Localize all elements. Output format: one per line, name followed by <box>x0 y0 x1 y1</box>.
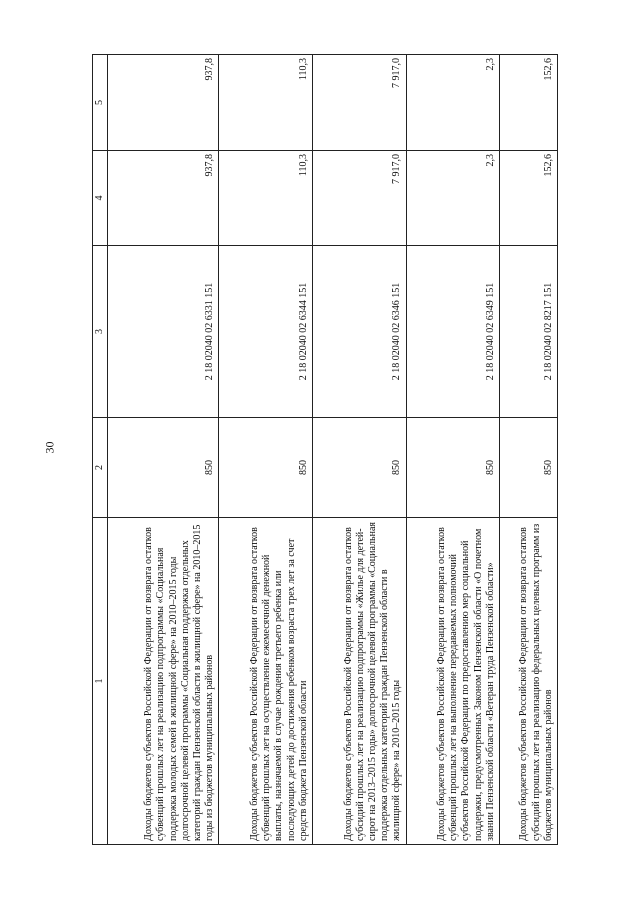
rotated-table-container <box>92 55 558 845</box>
row-value-col5: 7 917,0 <box>312 55 406 151</box>
page-number: 30 <box>42 441 57 454</box>
row-value-col5: 937,8 <box>108 55 219 151</box>
column-header-2: 2 <box>93 418 108 518</box>
row-budget-code: 2 18 02040 02 6344 151 <box>219 246 313 418</box>
column-header-5: 5 <box>93 55 108 151</box>
row-description: Доходы бюджетов субъектов Российской Федерации от возврата остатков субсидий прошлых лет на реализацию федеральных целевых программ из бюджетов муниципальных районов <box>500 518 558 845</box>
row-budget-code: 2 18 02040 02 8217 151 <box>500 246 558 418</box>
table-header-row <box>93 55 108 845</box>
row-value-col4: 152,6 <box>500 151 558 246</box>
row-description: Доходы бюджетов субъектов Российской Федерации от возврата остатков субсидий прошлых лет на реализацию подпрограммы «Жилье для детей-сирот на 2013–2015 годы» долгосрочной целевой программы «Социальная поддержка отдельных категорий граждан Пензенской области в жилищной сфере» на 2010–2015 годы <box>312 518 406 845</box>
column-header-1: 1 <box>93 518 108 845</box>
row-budget-code: 2 18 02040 02 6349 151 <box>406 246 500 418</box>
row-admin-code: 850 <box>108 418 219 518</box>
row-description: Доходы бюджетов субъектов Российской Федерации от возврата остатков субвенций прошлых лет на реализацию подпрограммы «Социальная поддержка молодых семей в жилищной сфере» на 2010–2015 годы долгосрочной целевой программы «Социальная поддержка отдельных категорий граждан Пензенской области в жилищной сфере» на 2010–2015 годы из бюджетов муниципальных районов <box>108 518 219 845</box>
row-value-col4: 937,8 <box>108 151 219 246</box>
row-budget-code: 2 18 02040 02 6331 151 <box>108 246 219 418</box>
column-header-3: 3 <box>93 246 108 418</box>
row-admin-code: 850 <box>406 418 500 518</box>
table-row <box>219 55 313 845</box>
row-value-col5: 110,3 <box>219 55 313 151</box>
row-value-col4: 2,3 <box>406 151 500 246</box>
row-description: Доходы бюджетов субъектов Российской Федерации от возврата остатков субвенций прошлых лет на выполнение передаваемых полномочий субъектов Российской Федерации по предоставлению мер социальной поддержки, предусмотренных Законом Пензенской области «О почетном звании Пензенской области «Ветеран труда Пензенской области» <box>406 518 500 845</box>
row-value-col4: 7 917,0 <box>312 151 406 246</box>
column-header-4: 4 <box>93 151 108 246</box>
row-admin-code: 850 <box>500 418 558 518</box>
table-row <box>500 55 558 845</box>
row-description: Доходы бюджетов субъектов Российской Федерации от возврата остатков субвенций прошлых лет на осуществление ежемесячной денежной выплаты, назначаемой в случае рождения третьего ребенка или последующих детей до достижения ребенком возраста трех лет за счет средств бюджета Пензенской области <box>219 518 313 845</box>
row-value-col5: 152,6 <box>500 55 558 151</box>
table-row <box>312 55 406 845</box>
table-row <box>406 55 500 845</box>
row-value-col5: 2,3 <box>406 55 500 151</box>
row-value-col4: 110,3 <box>219 151 313 246</box>
row-budget-code: 2 18 02040 02 6346 151 <box>312 246 406 418</box>
table-row <box>108 55 219 845</box>
budget-table <box>92 54 558 845</box>
row-admin-code: 850 <box>312 418 406 518</box>
row-admin-code: 850 <box>219 418 313 518</box>
